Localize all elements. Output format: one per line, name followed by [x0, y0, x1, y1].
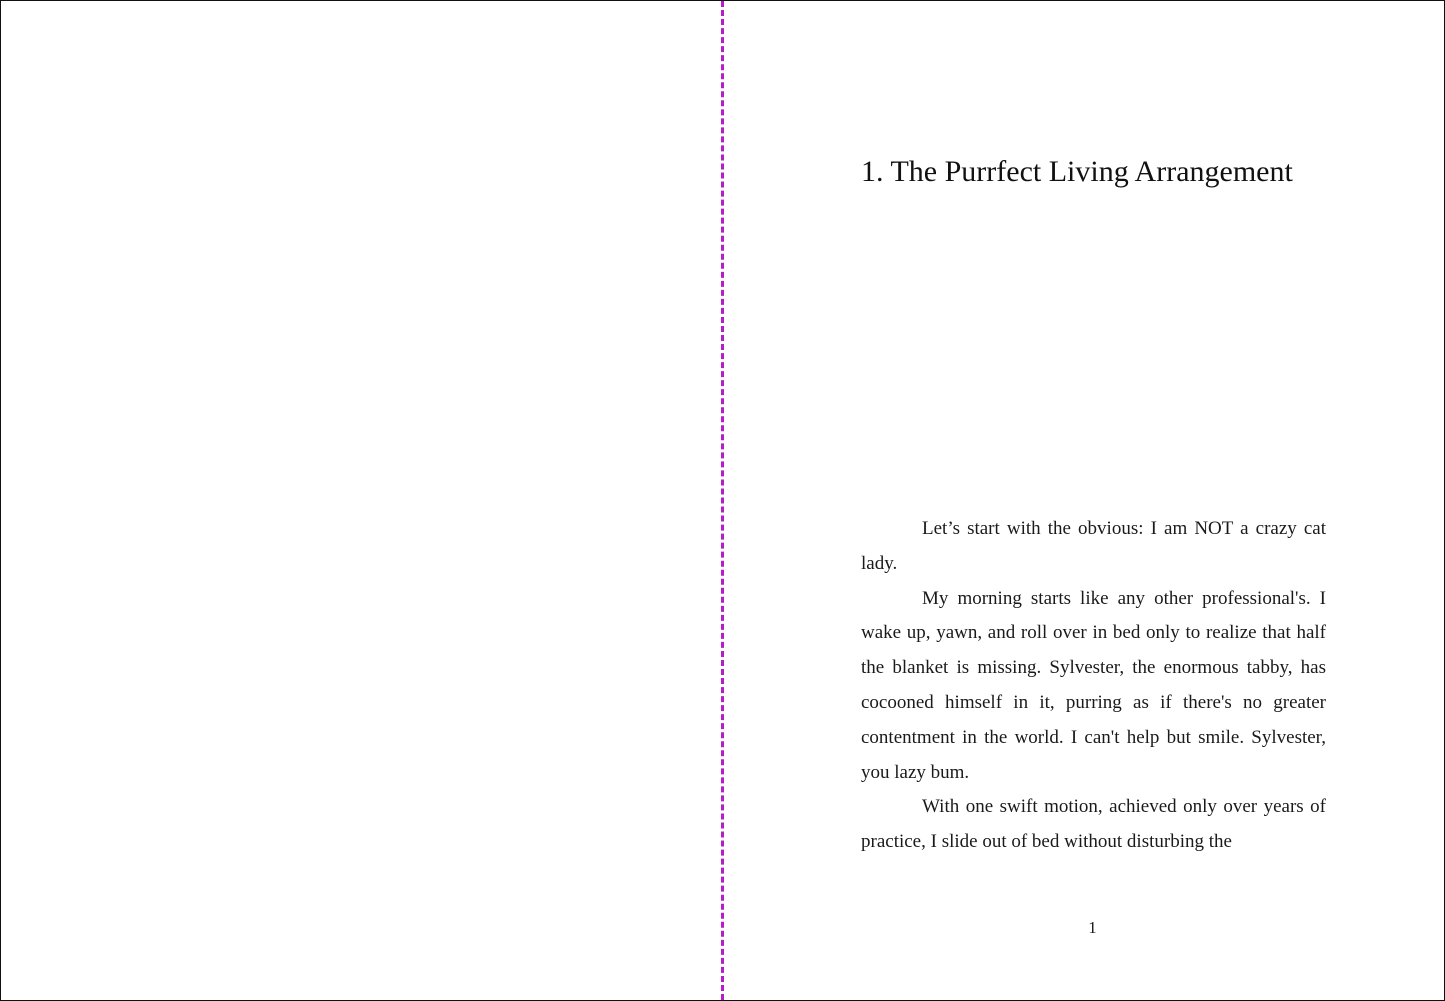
chapter-body: [861, 512, 1326, 860]
chapter-title: 1. The Purrfect Living Arrangement: [861, 155, 1293, 188]
left-page: [1, 1, 722, 1000]
page-number: 1: [1088, 918, 1097, 937]
page-number-footer: [723, 917, 1444, 939]
paragraph: With one swift motion, achieved only over years of practice, I slide out of bed without disturbing the: [861, 796, 1326, 853]
paragraph: My morning starts like any other professional's. I wake up, yawn, and roll over in bed only to realize that half the blanket is missing. Sylvester, the enormous tabby, has cocooned himself in it, purring as if there's no greater contentment in the world. I can't help but smile. Sylvester, you lazy bum.: [861, 587, 1326, 783]
right-page: [723, 1, 1444, 1000]
paragraph: Let’s start with the obvious: I am NOT a crazy cat lady.: [861, 518, 1326, 574]
